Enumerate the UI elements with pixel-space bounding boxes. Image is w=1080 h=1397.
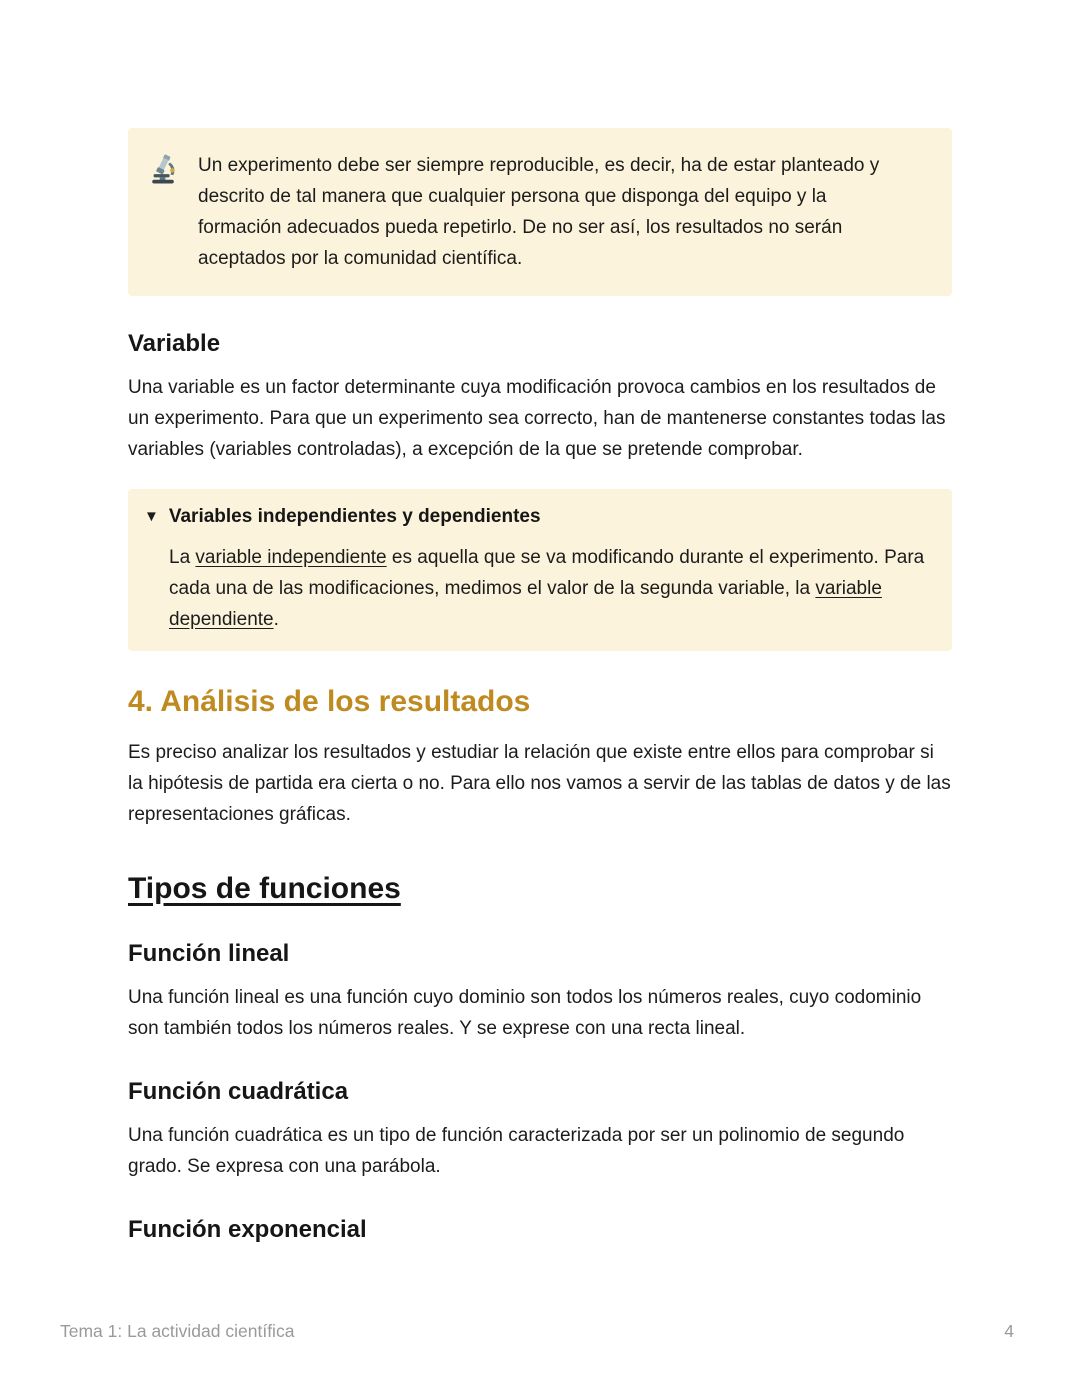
underlined-term-independiente: variable independiente: [195, 547, 387, 568]
page-footer: [60, 1321, 1014, 1342]
linear-function-paragraph: Una función lineal es una función cuyo dominio son todos los números reales, cuyo codominio son también todos los números reales. Y se exprese con una recta lineal.: [128, 987, 922, 1039]
toggle-title: Variables independientes y dependientes: [168, 506, 541, 527]
exponential-function-heading: Función exponencial: [128, 1216, 367, 1243]
footer-document-title: Tema 1: La actividad científica: [60, 1321, 295, 1341]
toggle-block-variables: [128, 489, 952, 651]
toggle-body: [169, 542, 936, 635]
toggle-header-variables[interactable]: [144, 502, 936, 531]
callout-text: Un experimento debe ser siempre reproducible, es decir, ha de estar planteado y descrito de tal manera que cualquier persona que disponga del equipo y la formación adecuados pueda repetirlo. De no ser así, los resultados no serán aceptados por la comunidad científica.: [198, 155, 880, 269]
linear-function-heading: Función lineal: [128, 940, 290, 967]
variable-heading: Variable: [128, 330, 221, 357]
footer-page-number: 4: [1004, 1321, 1014, 1341]
reproducibility-callout: [128, 128, 952, 296]
quadratic-function-heading: Función cuadrática: [128, 1078, 349, 1105]
toggle-body-text: es aquella que se va modificando durante el experimento. Para cada una de las modificaciones, medimos el valor de la segunda variable, la: [169, 547, 925, 599]
analysis-section-heading: 4. Análisis de los resultados: [128, 685, 531, 718]
underlined-term-dependiente: variable dependiente: [169, 578, 882, 630]
microscope-icon: [148, 150, 182, 274]
toggle-body-text: .: [273, 609, 279, 630]
toggle-body-text: La: [169, 547, 196, 568]
toggle-open-arrow-icon[interactable]: ▼: [144, 508, 159, 525]
analysis-paragraph: Es preciso analizar los resultados y estudiar la relación que existe entre ellos para comprobar si la hipótesis de partida era cierta o no. Para ello nos vamos a servir de las tablas de datos y de las representaciones gráficas.: [128, 742, 951, 825]
variable-paragraph: Una variable es un factor determinante cuya modificación provoca cambios en los resultados de un experimento. Para que un experimento sea correcto, han de mantenerse constantes todas las variables (variables controladas), a excepción de la que se pretende comprobar.: [128, 377, 946, 460]
function-types-heading: Tipos de funciones: [128, 872, 401, 905]
quadratic-function-paragraph: Una función cuadrática es un tipo de función caracterizada por ser un polinomio de segundo grado. Se expresa con una parábola.: [128, 1125, 905, 1177]
